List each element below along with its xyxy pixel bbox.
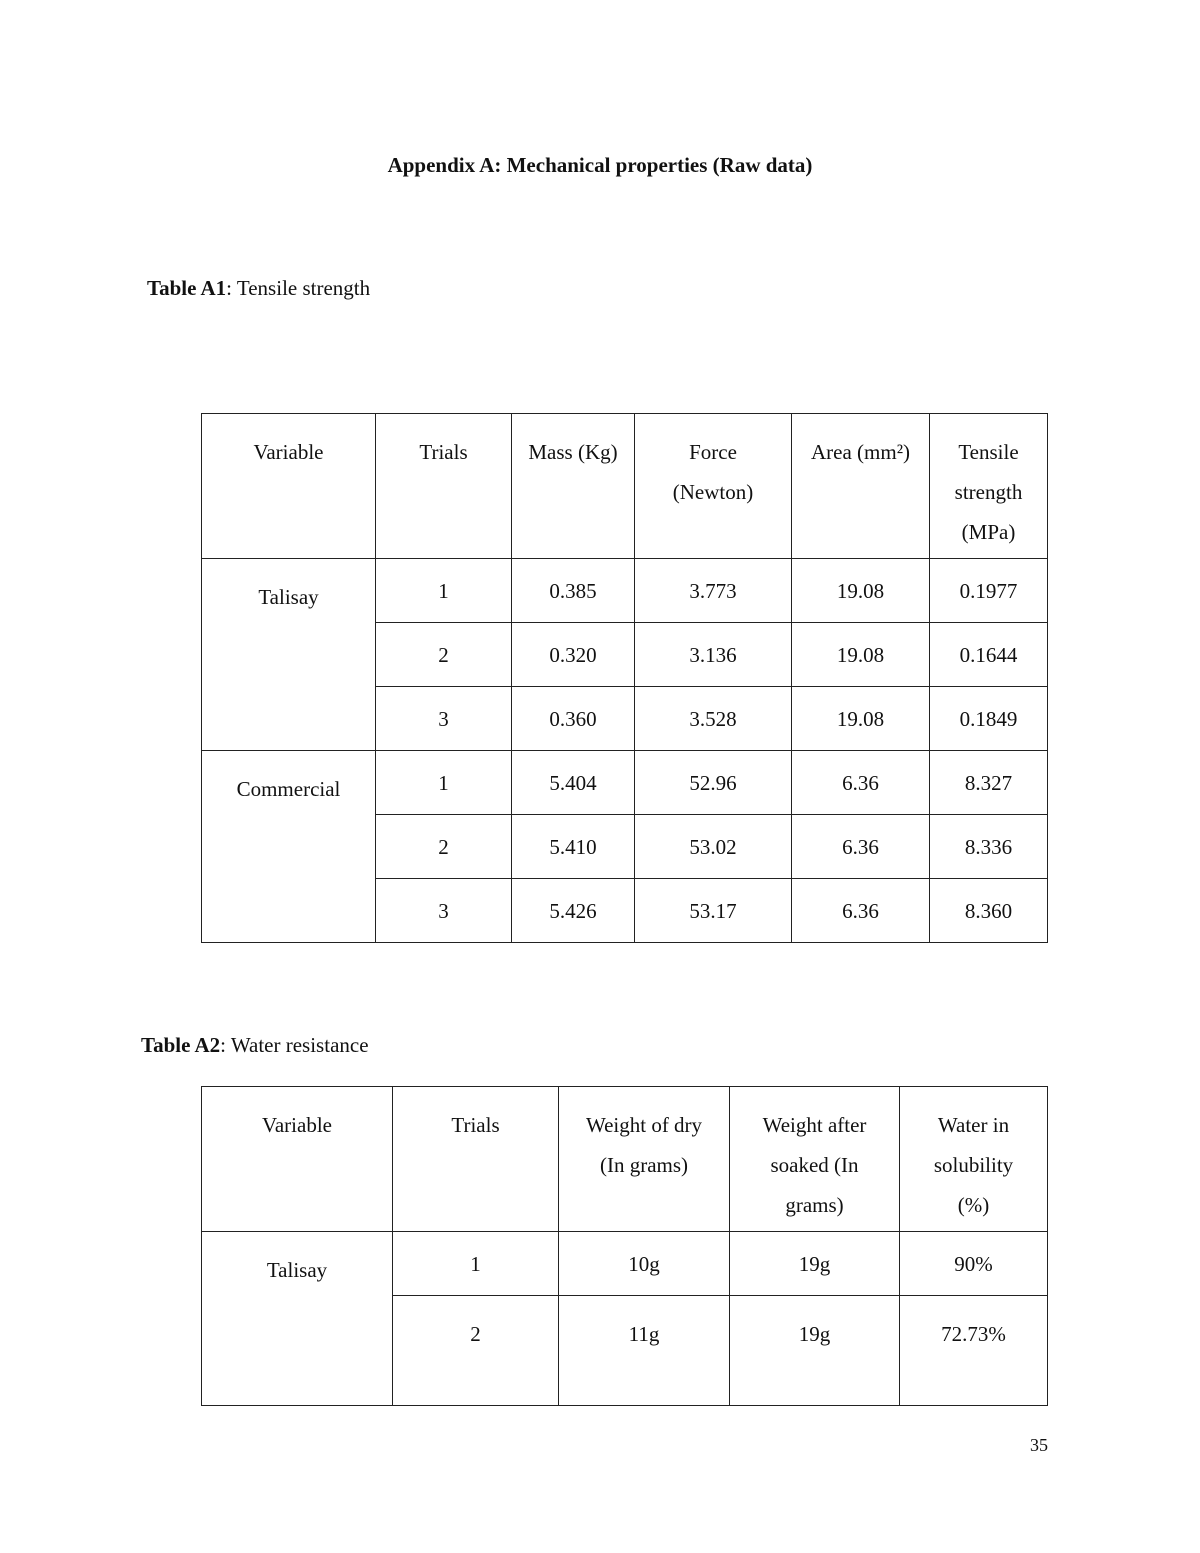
header-water-solubility bbox=[900, 1087, 1048, 1232]
mass-cell: 5.426 bbox=[512, 879, 635, 943]
tensile-cell: 0.1977 bbox=[930, 559, 1048, 623]
header-soaked-line2: soaked (In bbox=[770, 1153, 859, 1177]
header-force-line2: (Newton) bbox=[672, 480, 754, 504]
water-resistance-table bbox=[201, 1086, 1048, 1406]
trial-cell: 1 bbox=[376, 751, 512, 815]
trial-cell: 1 bbox=[393, 1232, 559, 1296]
trial-cell: 1 bbox=[376, 559, 512, 623]
table-header-row bbox=[202, 1087, 1048, 1232]
mass-cell: 5.410 bbox=[512, 815, 635, 879]
area-cell: 6.36 bbox=[792, 751, 930, 815]
tensile-cell: 0.1644 bbox=[930, 623, 1048, 687]
variable-cell: Talisay bbox=[202, 559, 376, 751]
header-variable: Variable bbox=[202, 414, 376, 559]
table-row bbox=[202, 751, 1048, 815]
header-water-line1: Water in bbox=[937, 1113, 1010, 1137]
header-soaked-line3: grams) bbox=[785, 1193, 844, 1217]
dry-weight-cell: 11g bbox=[559, 1296, 730, 1406]
trial-cell: 2 bbox=[376, 623, 512, 687]
mass-cell: 0.320 bbox=[512, 623, 635, 687]
header-weight-dry bbox=[559, 1087, 730, 1232]
tensile-strength-table bbox=[201, 413, 1048, 943]
header-tensile-line1: Tensile bbox=[958, 440, 1019, 464]
mass-cell: 5.404 bbox=[512, 751, 635, 815]
header-tensile-strength bbox=[930, 414, 1048, 559]
header-dry-line1: Weight of dry bbox=[585, 1113, 703, 1137]
header-force bbox=[635, 414, 792, 559]
tensile-cell: 8.336 bbox=[930, 815, 1048, 879]
force-cell: 53.17 bbox=[635, 879, 792, 943]
force-cell: 52.96 bbox=[635, 751, 792, 815]
table-a1-caption bbox=[147, 273, 370, 303]
water-solubility-cell: 90% bbox=[900, 1232, 1048, 1296]
header-tensile-line2: strength bbox=[954, 480, 1023, 504]
tensile-cell: 0.1849 bbox=[930, 687, 1048, 751]
table-header-row bbox=[202, 414, 1048, 559]
table-a2-caption-text: : Water resistance bbox=[220, 1033, 369, 1057]
page-heading: Appendix A: Mechanical properties (Raw data) bbox=[387, 153, 813, 177]
area-cell: 19.08 bbox=[792, 559, 930, 623]
header-force-line1: Force bbox=[689, 440, 737, 464]
header-water-line3: (%) bbox=[957, 1193, 990, 1217]
water-solubility-cell: 72.73% bbox=[900, 1296, 1048, 1406]
mass-cell: 0.385 bbox=[512, 559, 635, 623]
soaked-weight-cell: 19g bbox=[730, 1232, 900, 1296]
header-dry-line2: (In grams) bbox=[599, 1153, 689, 1177]
header-weight-soaked bbox=[730, 1087, 900, 1232]
area-cell: 19.08 bbox=[792, 623, 930, 687]
area-cell: 6.36 bbox=[792, 815, 930, 879]
soaked-weight-cell: 19g bbox=[730, 1296, 900, 1406]
force-cell: 3.773 bbox=[635, 559, 792, 623]
area-cell: 19.08 bbox=[792, 687, 930, 751]
force-cell: 3.136 bbox=[635, 623, 792, 687]
table-row bbox=[202, 1232, 1048, 1296]
mass-cell: 0.360 bbox=[512, 687, 635, 751]
header-tensile-line3: (MPa) bbox=[961, 520, 1016, 544]
force-cell: 53.02 bbox=[635, 815, 792, 879]
table-a2-caption bbox=[141, 1030, 369, 1060]
trial-cell: 3 bbox=[376, 687, 512, 751]
table-a2-caption-label: Table A2 bbox=[141, 1033, 221, 1057]
header-soaked-line1: Weight after bbox=[762, 1113, 867, 1137]
page-number: 35 bbox=[1030, 1435, 1048, 1455]
header-water-line2: solubility bbox=[933, 1153, 1014, 1177]
trial-cell: 3 bbox=[376, 879, 512, 943]
header-trials: Trials bbox=[376, 414, 512, 559]
table-a1-caption-label: Table A1 bbox=[147, 276, 227, 300]
table-a1-caption-text: : Tensile strength bbox=[226, 276, 371, 300]
tensile-cell: 8.360 bbox=[930, 879, 1048, 943]
header-mass: Mass (Kg) bbox=[512, 414, 635, 559]
variable-cell: Commercial bbox=[202, 751, 376, 943]
force-cell: 3.528 bbox=[635, 687, 792, 751]
area-cell: 6.36 bbox=[792, 879, 930, 943]
header-area: Area (mm²) bbox=[792, 414, 930, 559]
tensile-cell: 8.327 bbox=[930, 751, 1048, 815]
table-row bbox=[202, 559, 1048, 623]
variable-cell: Talisay bbox=[202, 1232, 393, 1406]
trial-cell: 2 bbox=[393, 1296, 559, 1406]
trial-cell: 2 bbox=[376, 815, 512, 879]
header-trials: Trials bbox=[393, 1087, 559, 1232]
header-variable: Variable bbox=[202, 1087, 393, 1232]
dry-weight-cell: 10g bbox=[559, 1232, 730, 1296]
